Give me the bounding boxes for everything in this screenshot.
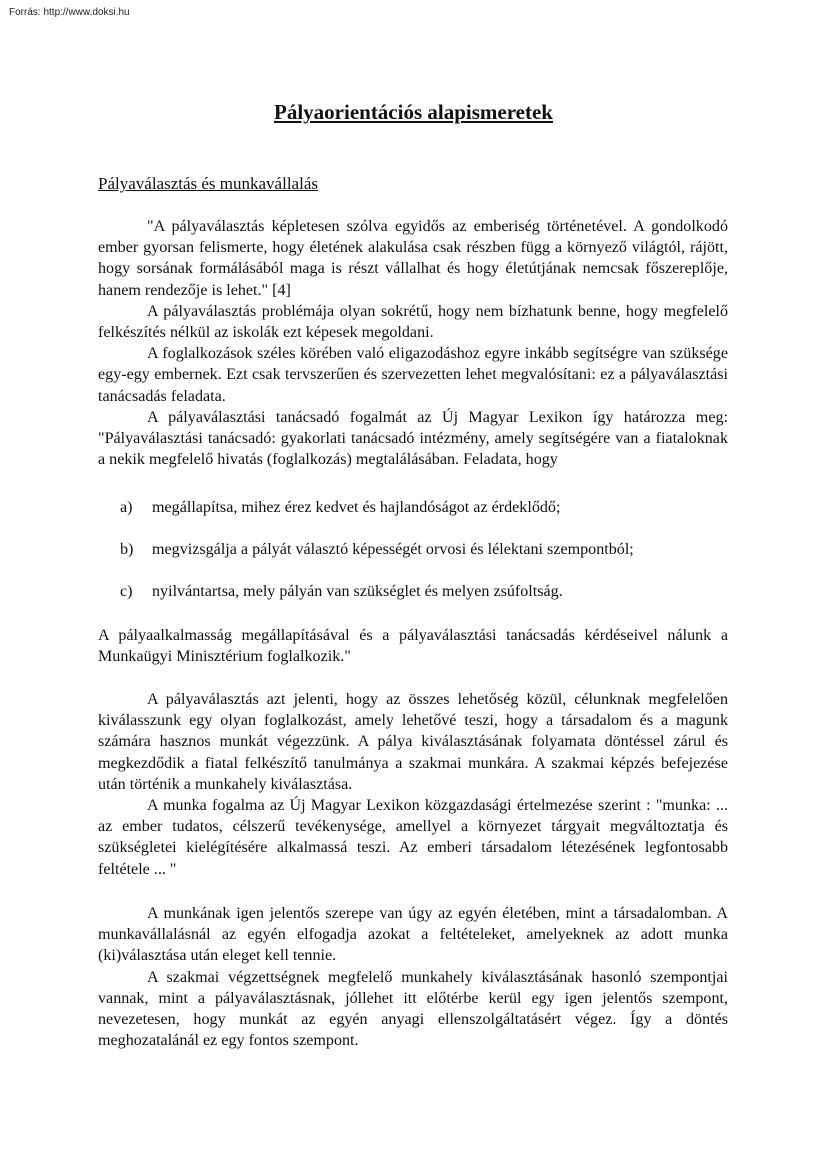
work-block bbox=[98, 903, 728, 1051]
paragraph: A munkának igen jelentős szerepe van úgy az egyén életében, mint a társadalomban. A munkavállalásnál az egyén elfogadja azokat a feltételeket, amelyeknek az adott munka (ki)választása után eleget kell tennie. bbox=[98, 905, 728, 965]
paragraph: A foglalkozások széles körében való eligazodáshoz egyre inkább segítségre van szüksége egy-egy embernek. Ezt csak tervszerűen és szervezetten lehet megvalósítani: ez a pályaválasztási tanácsadás feladata. bbox=[98, 345, 728, 405]
paragraph: A pályaválasztás azt jelenti, hogy az összes lehetőség közül, célunknak megfelelően kiválasszunk egy olyan foglalkozást, amely lehetővé teszi, hogy a társadalom és a magunk számára hasznos munkát végezzünk. A pálya kiválasztásának folyamata döntéssel zárul és megkezdődik a fiatal felkészítő tanulmánya a szakmai munkára. A szakmai képzés befejezése után történik a munkahely kiválasztása. bbox=[98, 691, 728, 793]
paragraph: A munka fogalma az Új Magyar Lexikon közgazdasági értelmezése szerint : "munka: ... az ember tudatos, célszerű tevékenysége, amellyel a környezet tárgyait megváltoztatja és szükségletei kielégítésére alkalmassá teszi. Az emberi társadalom létezésének legfontosabb feltétele ... " bbox=[98, 797, 728, 878]
list-marker: c) bbox=[120, 583, 133, 600]
list-item-text: nyilvántartsa, mely pályán van szükséglet és melyen zsúfoltság. bbox=[152, 583, 563, 600]
list-item bbox=[120, 581, 563, 602]
list-marker: b) bbox=[120, 541, 134, 558]
section-heading: Pályaválasztás és munkavállalás bbox=[98, 174, 318, 193]
list-marker: a) bbox=[120, 499, 133, 516]
paragraph: A pályaalkalmasság megállapításával és a pályaválasztási tanácsadás kérdéseivel nálunk a Munkaügyi Minisztérium foglalkozik." bbox=[98, 627, 728, 666]
list-item bbox=[120, 539, 634, 560]
paragraph: A pályaválasztási tanácsadó fogalmát az Új Magyar Lexikon így határozza meg: "Pályaválasztási tanácsadó: gyakorlati tanácsadó intézmény, amely segítségére van a fiataloknak a nekik megfelelő hivatás (foglalkozás) megtalálásában. Feladata, hogy bbox=[98, 408, 728, 469]
paragraph: A szakmai végzettségnek megfelelő munkahely kiválasztásának hasonló szempontjai vannak, mint a pályaválasztásnak, jóllehet itt előtérbe kerül egy igen jelentős szempont, nevezetesen, hogy munkát az egyén anyagi ellenszolgáltatásért végez. Így a döntés meghozatalánál ez egy fontos szempont. bbox=[98, 968, 728, 1050]
source-note: Forrás: http://www.doksi.hu bbox=[9, 7, 130, 18]
intro-block bbox=[98, 216, 728, 470]
list-item-text: megvizsgálja a pályát választó képességét orvosi és lélektani szempontból; bbox=[152, 541, 634, 558]
page-title: Pályaorientációs alapismeretek bbox=[274, 100, 553, 124]
career-choice-block bbox=[98, 689, 728, 880]
quote-paragraph: "A pályaválasztás képletesen szólva egyidős az emberiség történetével. A gondolkodó ember gyorsan felismerte, hogy életének alakulása csak részben függ a környező világtól, rájött, hogy sorsának formálásából maga is részt vállalhat és hogy életútjának nemcsak főszereplője, hanem rendezője is lehet." [4] bbox=[98, 218, 728, 299]
closing-quote-block bbox=[98, 625, 728, 667]
paragraph: A pályaválasztás problémája olyan sokrétű, hogy nem bízhatunk benne, hogy megfelelő felkészítés nélkül az iskolák ezt képesek megoldani. bbox=[98, 302, 728, 342]
list-item bbox=[120, 497, 560, 518]
list-item-text: megállapítsa, mihez érez kedvet és hajlandóságot az érdeklődő; bbox=[152, 499, 561, 516]
